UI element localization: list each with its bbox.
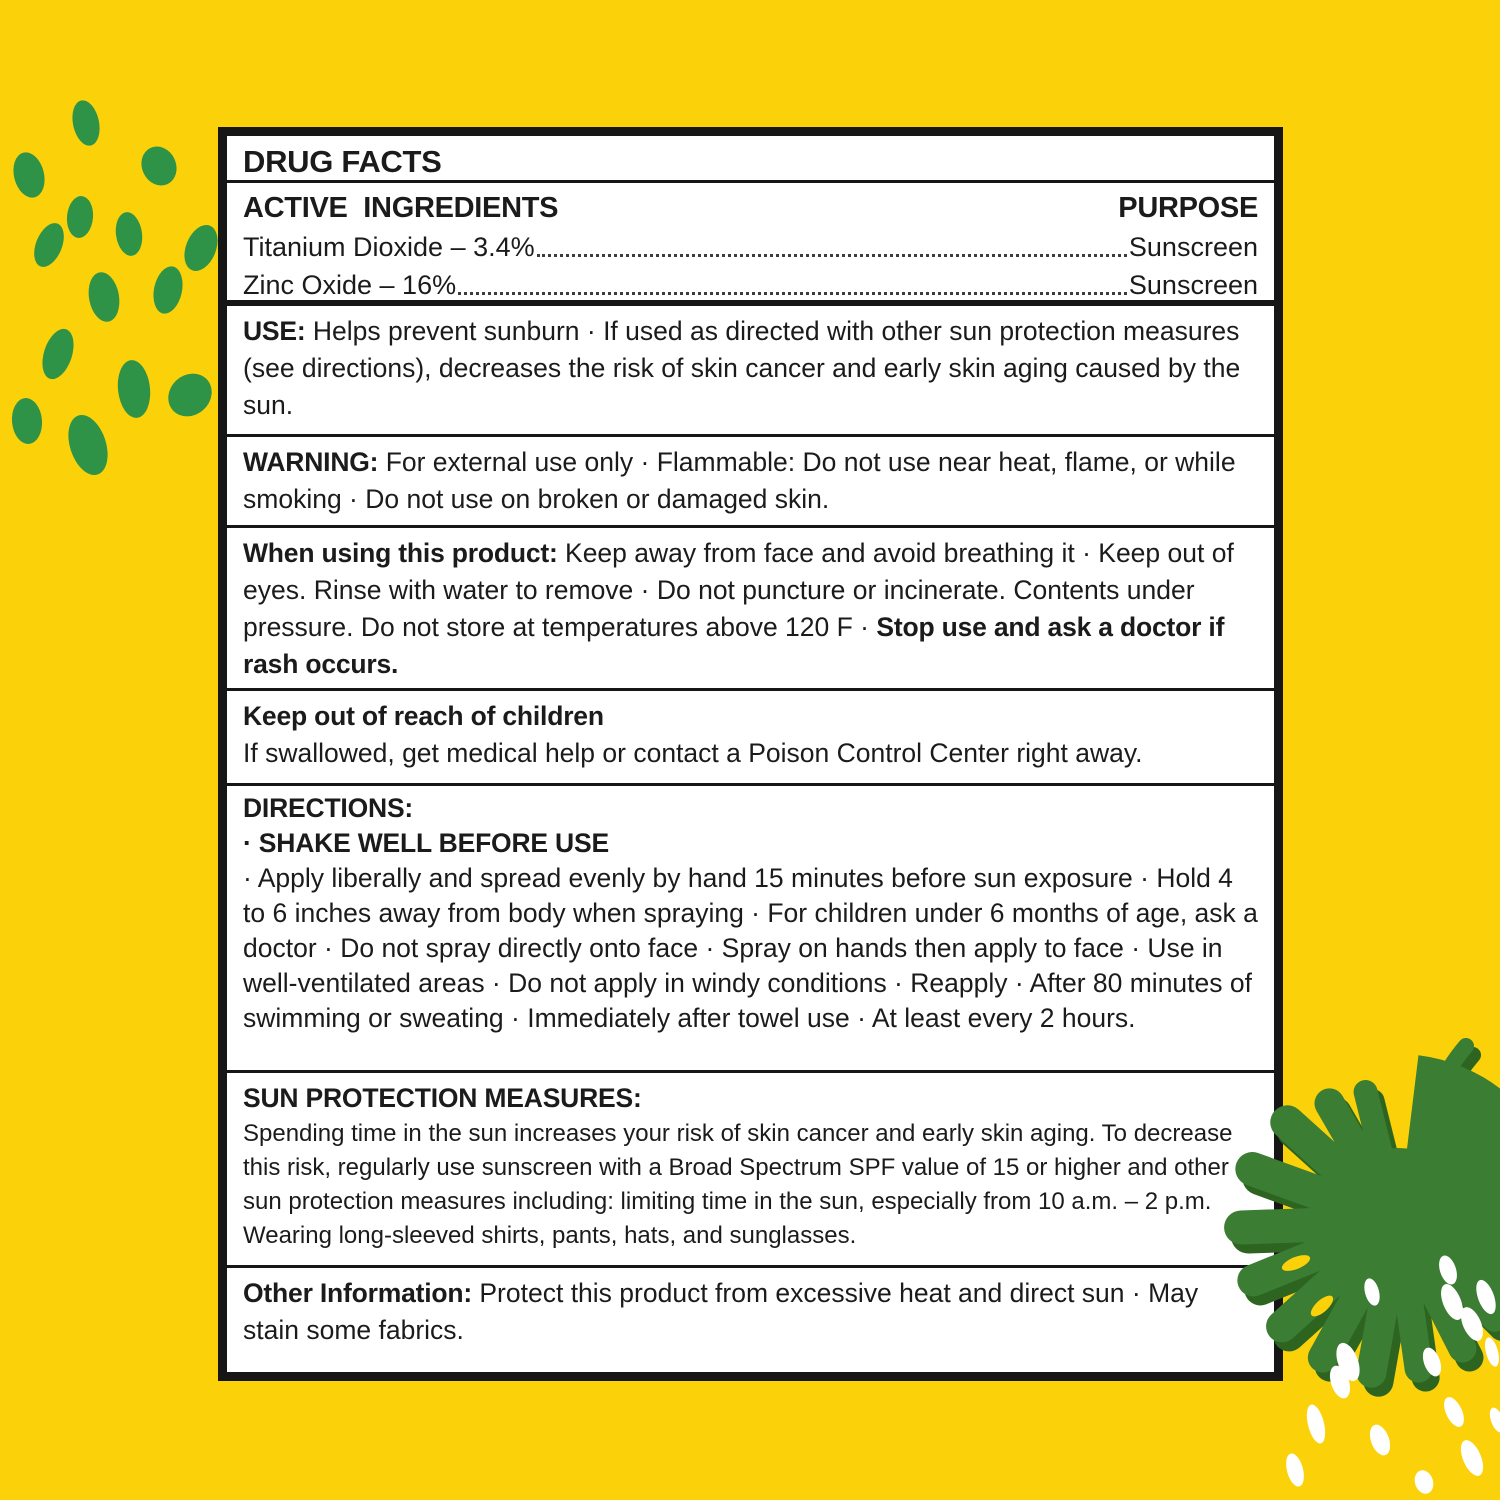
ingredient-row <box>243 228 1258 266</box>
sun-protection-heading: SUN PROTECTION MEASURES: <box>243 1083 642 1113</box>
other-information-label: Other Information: <box>243 1278 472 1308</box>
dotted-leader <box>537 254 1127 257</box>
sun-protection-text: Spending time in the sun increases your risk of skin cancer and early skin aging. To decrease this risk, regularly use sunscreen with a Broad Spectrum SPF value of 15 or higher and other sun protection measures including: limiting time in the sun, especially from 10 a.m. – 2 p.m. Wearing long-sleeved shirts, pants, hats, and sunglasses. <box>243 1120 1233 1249</box>
directions-subheading: · SHAKE WELL BEFORE USE <box>243 828 609 858</box>
directions-heading: DIRECTIONS: <box>243 793 414 823</box>
drug-facts-title-section <box>227 136 1274 180</box>
warning-label: WARNING: <box>243 447 379 477</box>
ingredient-name: Titanium Dioxide – 3.4% <box>243 232 535 262</box>
keep-out-text: If swallowed, get medical help or contact a Poison Control Center right away. <box>243 738 1143 768</box>
ingredient-row <box>243 266 1258 300</box>
directions-text: · Apply liberally and spread evenly by hand 15 minutes before sun exposure · Hold 4 to 6 inches away from body when spraying · For children under 6 months of age, ask a doctor · Do not spray directly onto face · Spray on hands then apply to face · Use in well-ventilated areas · Do not apply in windy conditions · Reapply · After 80 minutes of swimming or sweating · Immediately after towel use · At least every 2 hours. <box>243 863 1258 1033</box>
use-text: USE: Helps prevent sunburn · If used as directed with other sun protection measures (see directions), decreases the risk of skin cancer and early skin aging caused by the sun. <box>243 316 1241 420</box>
use-label: USE: <box>243 316 306 346</box>
purpose-heading: PURPOSE <box>1118 192 1258 224</box>
when-using-label: When using this product: <box>243 538 558 568</box>
drug-facts-title: DRUG FACTS <box>243 143 442 179</box>
keep-out-heading: Keep out of reach of children <box>243 701 604 731</box>
drug-facts-label <box>218 127 1283 1381</box>
green-dots-pattern <box>9 98 224 480</box>
warning-section <box>227 434 1274 525</box>
dotted-leader <box>458 292 1127 295</box>
ingredient-purpose: Sunscreen <box>1128 270 1258 300</box>
when-using-section <box>227 525 1274 688</box>
active-ingredients-heading: ACTIVE INGREDIENTS <box>243 192 559 224</box>
keep-out-of-reach-section <box>227 688 1274 783</box>
when-using-text: When using this product: Keep away from face and avoid breathing it · Keep out of eyes. Rinse with water to remove · Do not puncture or incinerate. Contents under pressure. Do not store at temperatures above 120 F · Stop use and ask a doctor if rash occurs. <box>243 538 1234 679</box>
other-information-section <box>227 1265 1274 1372</box>
ingredient-name: Zinc Oxide – 16% <box>243 270 457 300</box>
other-information-text: Other Information: Protect this product from excessive heat and direct sun · May stain some fabrics. <box>243 1278 1199 1345</box>
stop-use-warning: Stop use and ask a doctor if rash occurs. <box>243 612 1225 679</box>
active-ingredients-section <box>227 180 1274 300</box>
directions-section <box>227 783 1274 1070</box>
use-section <box>227 300 1274 434</box>
sun-protection-section <box>227 1070 1274 1265</box>
warning-text: WARNING: For external use only · Flammable: Do not use near heat, flame, or while smoking · Do not use on broken or damaged skin. <box>243 447 1236 514</box>
ingredient-purpose: Sunscreen <box>1128 232 1258 262</box>
